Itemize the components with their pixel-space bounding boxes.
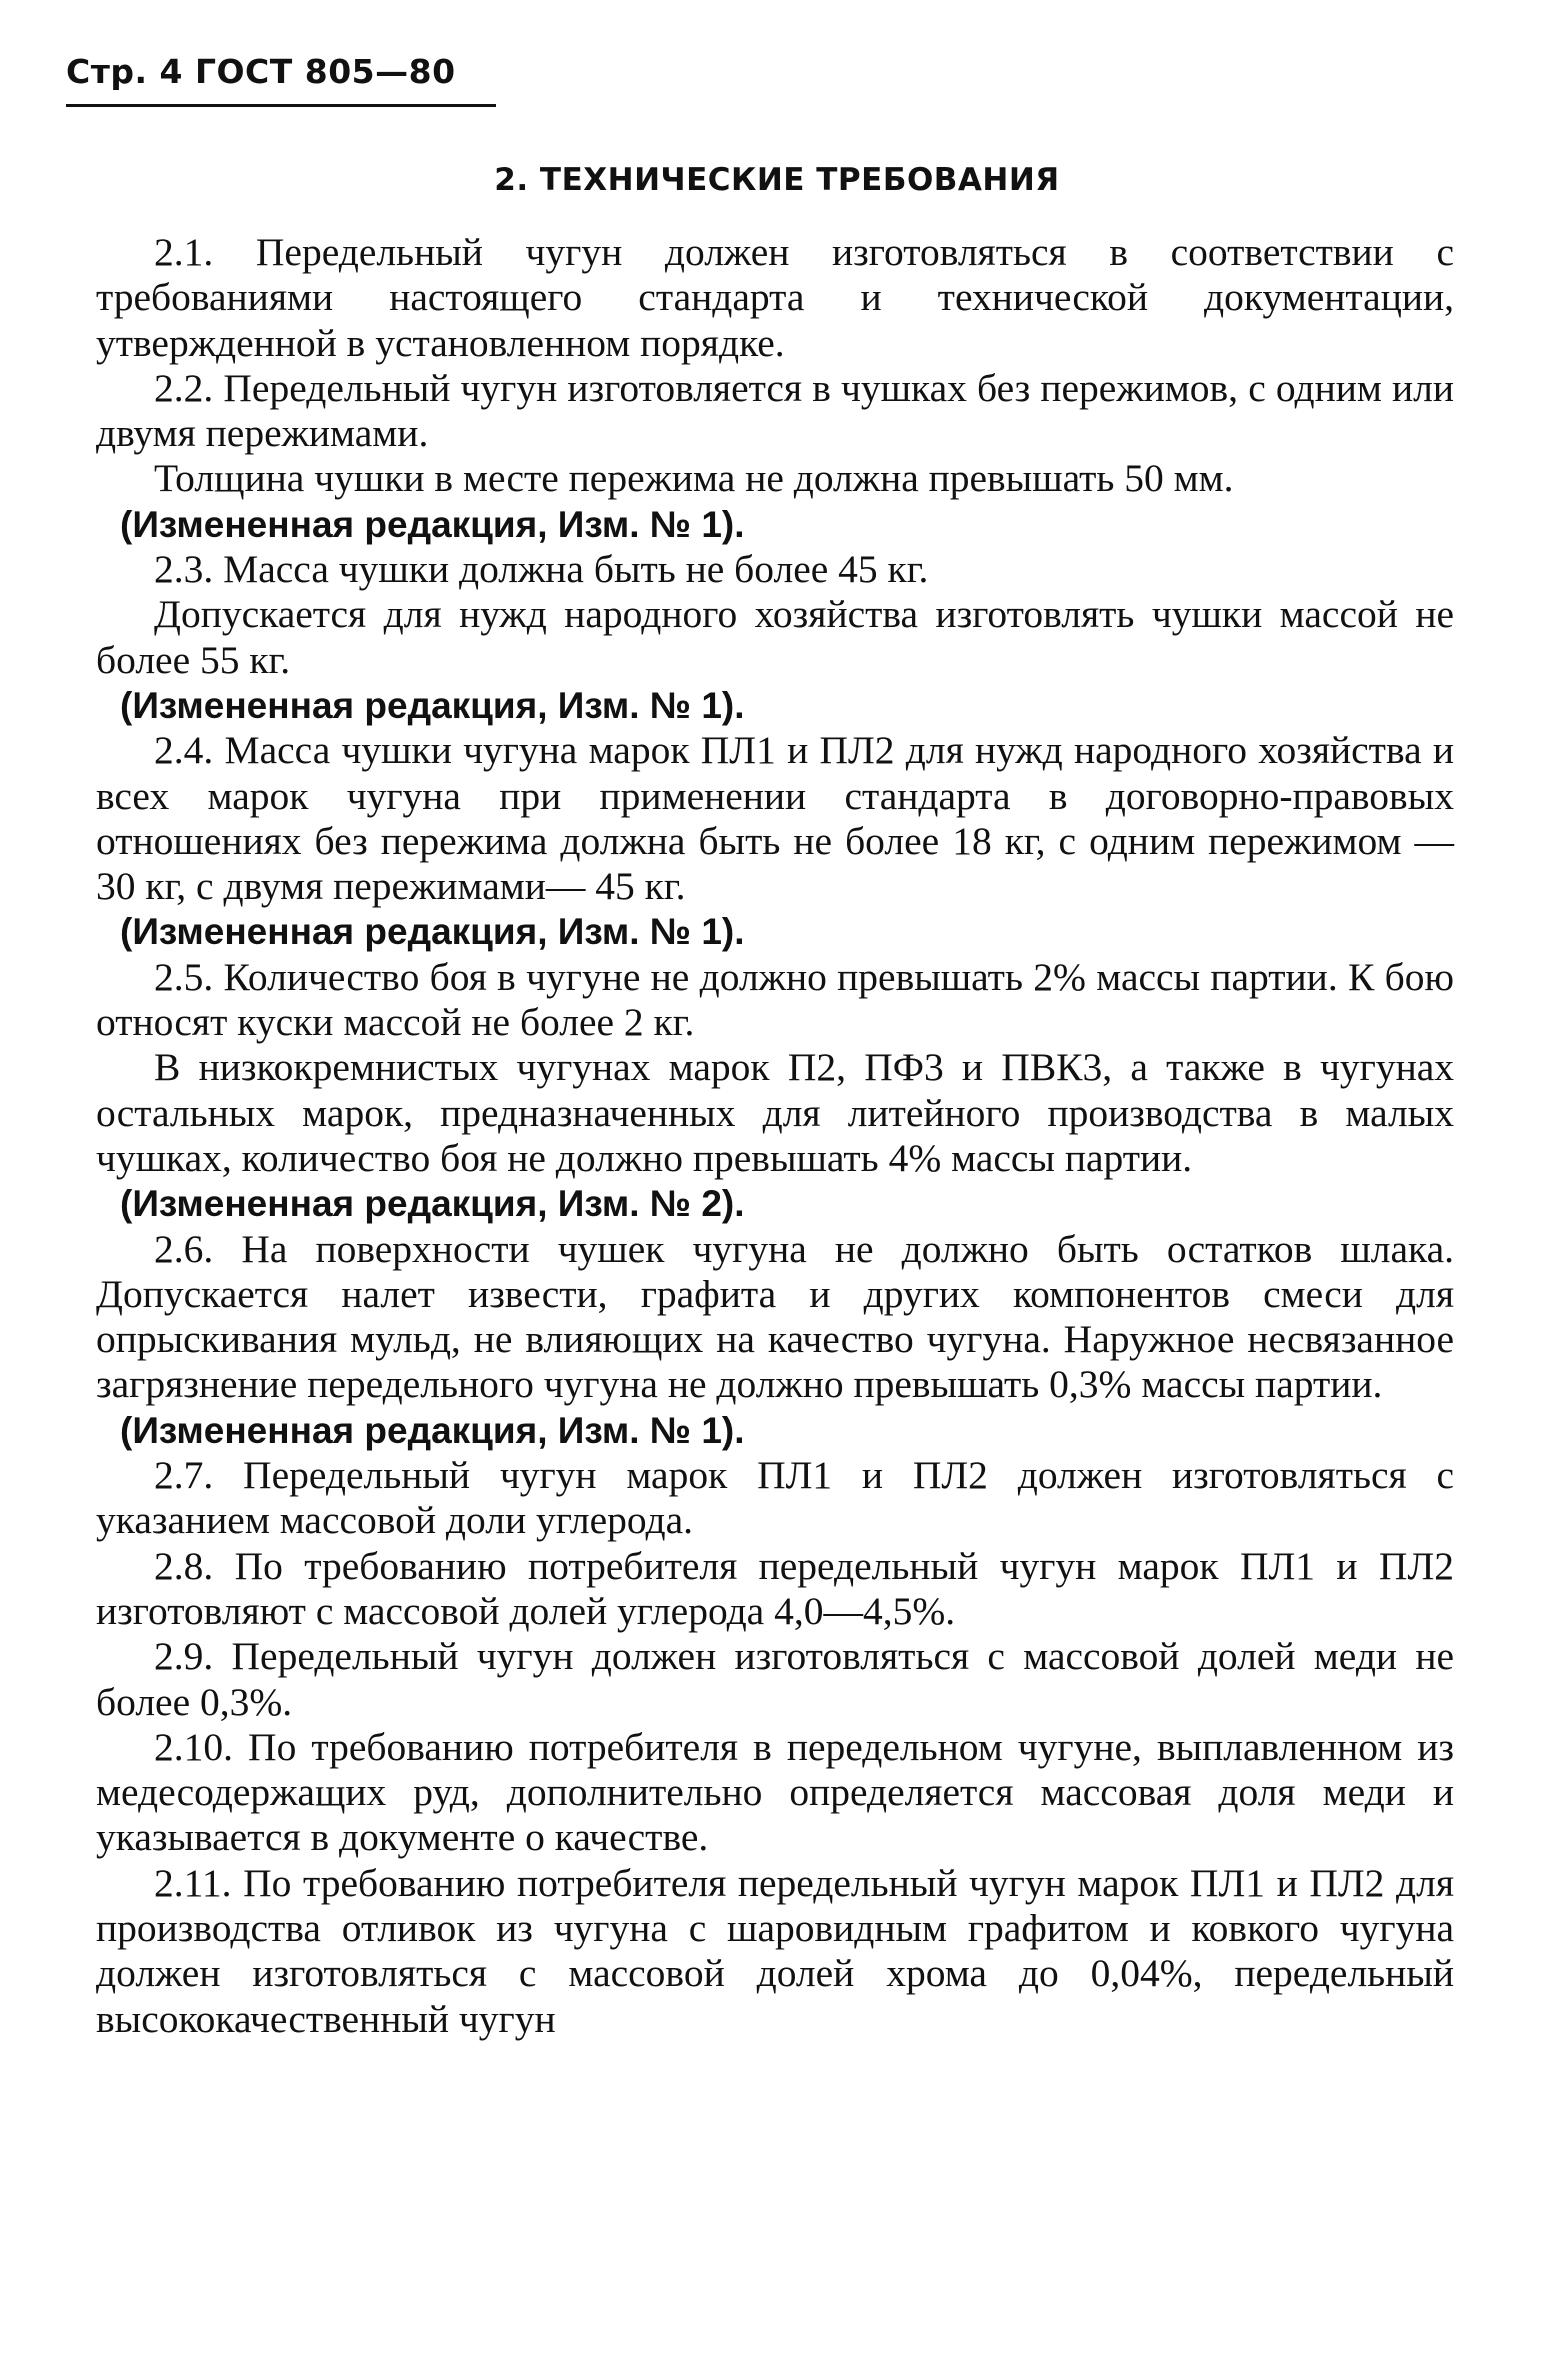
amendment-note: (Измененная редакция, Изм. № 1). xyxy=(120,911,745,953)
running-header: Стр. 4 ГОСТ 805—80 xyxy=(66,52,456,91)
paragraph-2-2: 2.2. Передельный чугун изготовляется в чушках без пережимов, с одним или двумя пережимами. xyxy=(96,365,1454,456)
amendment-note: (Измененная редакция, Изм. № 1). xyxy=(120,503,745,545)
amendment-note: (Измененная редакция, Изм. № 1). xyxy=(120,684,745,726)
paragraph-2-9: 2.9. Передельный чугун должен изготовляться с массовой долей меди не более 0,3%. xyxy=(96,1634,1454,1724)
paragraph-2-10: 2.10. По требованию потребителя в передельном чугуне, выплавленном из медесодержащих руд, дополнительно определяется массовая доля меди и указывается в документе о качестве. xyxy=(96,1724,1454,1860)
amendment-note: (Измененная редакция, Изм. № 2). xyxy=(120,1183,745,1225)
paragraph-2-2-thickness: Толщина чушки в месте пережима не должна превышать 50 мм. xyxy=(154,456,1234,501)
section-title: 2. ТЕХНИЧЕСКИЕ ТРЕБОВАНИЯ xyxy=(494,162,1060,198)
paragraph-2-1: 2.1. Передельный чугун должен изготовляться в соответствии с требованиями настоящего стандарта и технической документации, утвержденной в установленном порядке. xyxy=(96,230,1454,365)
paragraph-2-4: 2.4. Масса чушки чугуна марок ПЛ1 и ПЛ2 для нужд народного хозяйства и всех марок чугуна при применении стандарта в договорно-правовых отношениях без пережима должна быть не более 18 кг, с одним пережимом — 30 кг, с двумя пережимами— 45 кг. xyxy=(96,728,1454,909)
paragraph-2-5-low-silicon: В низкокремнистых чугунах марок П2, ПФ3 и ПВК3, а также в чугунах остальных марок, предназначенных для литейного производства в малых чушках, количество боя не должно превышать 4% массы партии. xyxy=(96,1045,1454,1180)
header-rule xyxy=(66,104,496,107)
paragraph-2-11: 2.11. По требованию потребителя передельный чугун марок ПЛ1 и ПЛ2 для производства отливок из чугуна с шаровидным графитом и ковкого чугуна должен изготовляться с массовой долей хрома до 0,04%, передельный высококачественный чугун xyxy=(96,1860,1454,2041)
paragraph-2-3-allowance: Допускается для нужд народного хозяйства изготовлять чушки массой не более 55 кг. xyxy=(96,592,1454,682)
body-text xyxy=(96,230,1454,2042)
paragraph-2-8: 2.8. По требованию потребителя передельный чугун марок ПЛ1 и ПЛ2 изготовляют с массовой долей углерода 4,0—4,5%. xyxy=(96,1543,1454,1633)
paragraph-2-7: 2.7. Передельный чугун марок ПЛ1 и ПЛ2 должен изготовляться с указанием массовой доли углерода. xyxy=(96,1453,1454,1543)
paragraph-2-5: 2.5. Количество боя в чугуне не должно превышать 2% массы партии. К бою относят куски массой не более 2 кг. xyxy=(96,954,1454,1045)
amendment-note: (Измененная редакция, Изм. № 1). xyxy=(120,1409,745,1451)
paragraph-2-3: 2.3. Масса чушки должна быть не более 45 кг. xyxy=(154,547,929,592)
paragraph-2-6: 2.6. На поверхности чушек чугуна не должно быть остатков шлака. Допускается налет извести, графита и других компонентов смеси для опрыскивания мульд, не влияющих на качество чугуна. Наружное несвязанное загрязнение передельного чугуна не должно превышать 0,3% массы партии. xyxy=(96,1226,1454,1407)
